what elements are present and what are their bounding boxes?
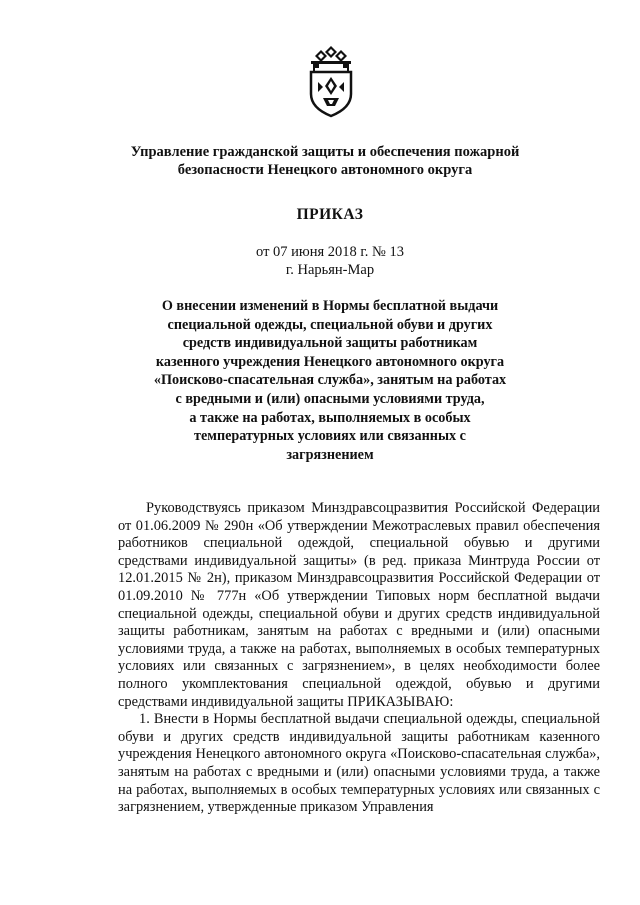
subject-line: специальной одежды, специальной обуви и других [167,316,493,333]
document-type-heading: ПРИКАЗ [296,206,364,223]
subject-line: средств индивидуальной защиты работникам [182,335,478,352]
subject-line: казенного учреждения Ненецкого автономного округа [155,353,505,370]
org-name-line-1: Управление гражданской защиты и обеспечения пожарной [130,144,520,160]
subject-line: а также на работах, выполняемых в особых [189,409,471,426]
coat-of-arms-emblem [301,44,361,118]
subject-line: температурных условиях или связанных с [194,428,466,445]
order-subject [130,297,530,464]
subject-line: О внесении изменений в Нормы бесплатной выдачи [161,298,499,314]
subject-line: загрязнением [286,446,374,463]
preamble-paragraph: Руководствуясь приказом Минздравсоцразвития Российской Федерации от 01.06.2009 № 290н «Об утверждении Межотраслевых правил обеспечения работников специальной одеждой, специальной обувью и другими средствами индивидуальной защиты» (в ред. приказа Минтруда России от 12.01.2015 № 2н), приказом Минздравсоцразвития Российской Федерации от 01.09.2010 № 777н «Об утверждении Типовых норм бесплатной выдачи специальной одежды, специальной обуви и других средств индивидуальной защиты работникам, занятым на работах с вредными и (или) опасными условиями труда, а также на работах, выполняемых в особых температурных условиях или связанных с загрязнением», в целях необходимости более полного укомплектования специальной одеждой, обувью и другими средствами индивидуальной защиты ПРИКАЗЫВАЮ: [118,500,600,710]
organization-name [100,143,550,179]
subject-line: с вредными и (или) опасными условиями труда, [175,390,485,407]
order-body [118,500,600,817]
org-name-line-2: безопасности Ненецкого автономного округа [177,162,473,178]
order-date-number: от 07 июня 2018 г. № 13 [256,244,404,260]
subject-line: «Поисково-спасательная служба», занятым на работах [153,372,507,389]
order-item-1: 1. Внести в Нормы бесплатной выдачи специальной одежды, специальной обуви и других средств индивидуальной защиты работникам казенного учреждения Ненецкого автономного округа «Поисково-спасательная служба», занятым на работах с вредными и (или) опасными условиями труда, а также на работах, выполняемых в особых температурных условиях или связанных с загрязнением, утвержденные приказом Управления [118,711,600,816]
order-city: г. Нарьян-Мар [285,262,375,278]
